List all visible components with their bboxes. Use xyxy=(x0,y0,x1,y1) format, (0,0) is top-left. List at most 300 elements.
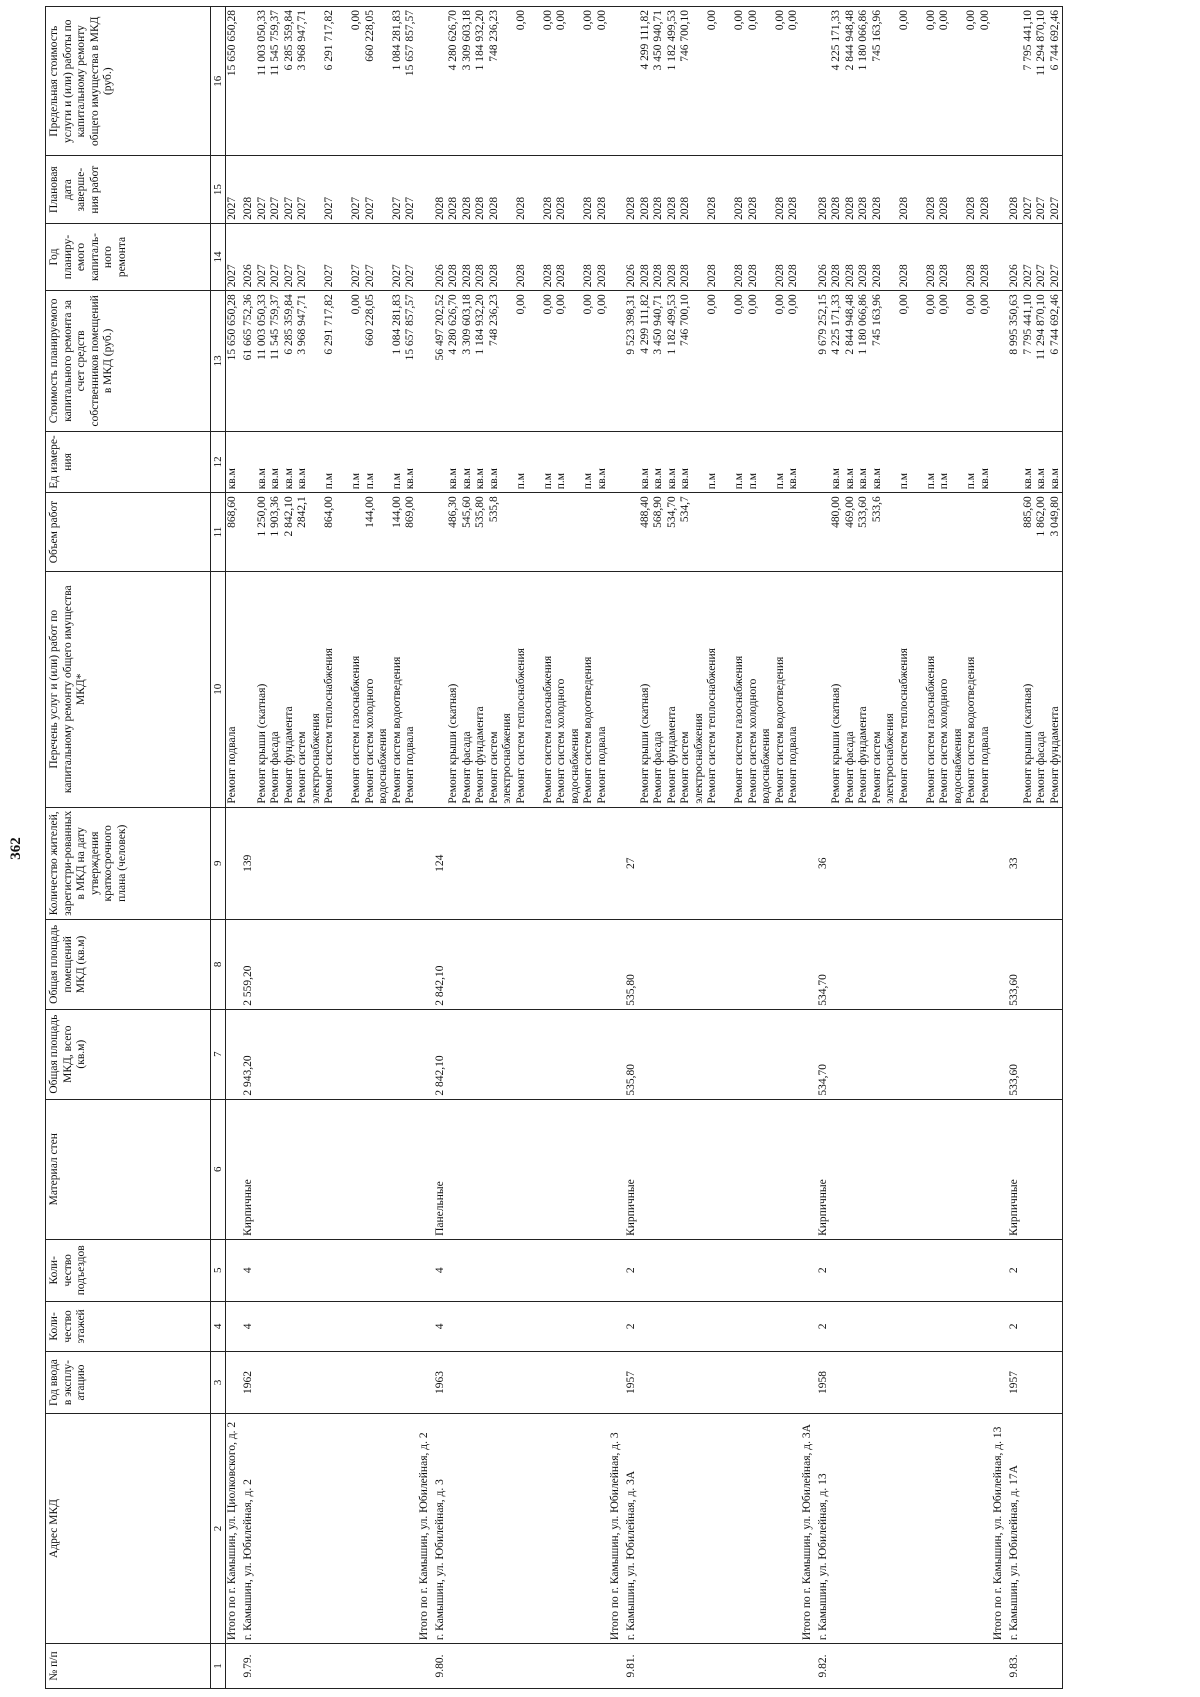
completion-date-cell-line: 2028 xyxy=(242,196,254,220)
unit-cell-line: п.м xyxy=(390,472,403,490)
rooms-area-cell xyxy=(609,919,625,1009)
volume-cell-line: 469,00 xyxy=(843,496,856,528)
volume-cell-line: 885,60 xyxy=(1021,496,1034,528)
completion-date-cell-line: 2028 xyxy=(773,196,786,220)
column-number-16: 16 xyxy=(211,7,226,156)
column-number-8: 8 xyxy=(211,919,226,1009)
completion-date-cell-line: 2028 xyxy=(555,196,567,220)
cost-cell-line: 0,00 xyxy=(978,294,991,315)
row-number: 9.79. xyxy=(242,1644,418,1689)
repair-year-cell-line: 2027 xyxy=(390,264,403,288)
completion-date-cell-line: 2027 xyxy=(269,196,281,220)
unit-cell-line: п.м xyxy=(363,472,376,490)
cost-cell-line: 61 665 752,36 xyxy=(242,294,254,361)
unit-cell-line: п.м xyxy=(555,472,567,490)
cost-cell-line: 0,00 xyxy=(350,294,362,315)
repair-plan-table xyxy=(45,6,1063,1689)
unit-cell-line: п.м xyxy=(897,472,910,490)
repair-year-cell-line: 2028 xyxy=(652,264,664,288)
works-cell xyxy=(801,571,817,807)
volume-cell-line xyxy=(528,496,542,568)
residents-cell xyxy=(418,807,434,919)
works-cell xyxy=(609,571,625,807)
limit-cost-cell-line: 0,00 xyxy=(541,10,554,31)
year-built-cell xyxy=(801,1352,817,1414)
completion-date-cell-line xyxy=(337,159,351,219)
limit-cost-cell-line: 4 280 626,70 xyxy=(447,10,459,71)
completion-date-cell-line xyxy=(528,159,542,219)
unit-cell-line: кв.м xyxy=(857,468,869,490)
unit-cell-line xyxy=(310,435,324,490)
row-number: 9.81. xyxy=(625,1644,801,1689)
volume-cell xyxy=(434,493,610,572)
completion-date-cell-line: 2028 xyxy=(625,196,637,220)
completion-date-cell xyxy=(242,156,418,223)
floors-cell xyxy=(226,1301,243,1352)
works-cell-line: Ремонт крыши (скатная) xyxy=(638,683,651,804)
completion-date-cell-line: 2028 xyxy=(447,196,459,220)
limit-cost-cell-line xyxy=(760,10,774,152)
residents-cell xyxy=(992,807,1008,919)
residents-cell xyxy=(801,807,817,919)
total-area-cell: 534,70 xyxy=(817,1009,993,1099)
total-area-cell xyxy=(418,1009,434,1099)
volume-cell-line xyxy=(898,496,912,568)
completion-date-cell-line xyxy=(884,159,898,219)
unit-cell-line xyxy=(242,435,256,490)
works-cell-line: Ремонт подвала xyxy=(978,726,991,804)
repair-year-cell-line: 2026 xyxy=(433,264,446,288)
cost-cell xyxy=(226,291,243,431)
column-header-15: Плановая дата заверше-ния работ xyxy=(46,156,211,223)
column-number-2: 2 xyxy=(211,1413,226,1643)
unit-cell-line: кв.м xyxy=(1035,468,1047,490)
completion-date-cell-line xyxy=(377,159,391,219)
cost-cell-line xyxy=(528,294,542,427)
repair-year-cell xyxy=(418,223,434,290)
works-cell xyxy=(226,571,243,807)
limit-cost-cell-line: 0,00 xyxy=(924,10,937,31)
repair-year-cell-line: 2028 xyxy=(514,264,527,288)
wall-material-cell: Кирпичные xyxy=(1008,1099,1063,1239)
limit-cost-cell-line: 6 285 359,84 xyxy=(282,10,295,71)
volume-cell xyxy=(226,493,243,572)
volume-cell-line: 3 049,80 xyxy=(1048,496,1061,537)
column-number-12: 12 xyxy=(211,431,226,493)
cost-cell-line: 1 184 932,20 xyxy=(474,294,486,355)
address-cell: г. Камышин, ул. Юбилейная, д. 17А xyxy=(1008,1413,1063,1643)
completion-date-cell-line xyxy=(720,159,734,219)
unit-cell-line: кв.м xyxy=(474,468,486,490)
unit-cell-line xyxy=(952,435,966,490)
cost-cell-line: 6 285 359,84 xyxy=(282,294,295,355)
repair-year-cell-line: 2027 xyxy=(363,264,376,288)
repair-year-cell xyxy=(226,223,243,290)
column-number-15: 15 xyxy=(211,156,226,223)
limit-cost-cell-line: 0,00 xyxy=(706,10,718,31)
completion-date-cell xyxy=(817,156,993,223)
cost-cell-line: 4 225 171,33 xyxy=(830,294,842,355)
column-header-1: № п/п xyxy=(46,1644,211,1689)
works-cell-line: Ремонт систем xyxy=(296,731,308,804)
total-row xyxy=(418,7,434,1689)
volume-cell-line xyxy=(720,496,734,568)
unit-cell-line: кв.м xyxy=(487,468,500,490)
cost-cell-line: 7 795 441,10 xyxy=(1021,294,1034,355)
wall-material-cell xyxy=(418,1099,434,1239)
works-cell-line: Ремонт систем теплоснабжения xyxy=(323,648,335,804)
column-header-7: Общая площадь МКД, всего (кв.м) xyxy=(46,1009,211,1099)
repair-year-cell-line: 2028 xyxy=(541,264,554,288)
works-cell-line: водоснабжения xyxy=(568,728,581,804)
completion-date-cell-line: 2028 xyxy=(679,196,691,220)
cost-cell-line xyxy=(693,294,707,427)
repair-year-cell-line xyxy=(310,227,324,287)
floors-cell: 2 xyxy=(817,1301,993,1352)
limit-cost-cell-line: 0,00 xyxy=(773,10,786,31)
unit-cell-line: кв.м xyxy=(978,468,991,490)
limit-cost-cell-line: 11 545 759,37 xyxy=(269,10,281,76)
cost-cell xyxy=(992,291,1008,431)
repair-year-cell-line: 2028 xyxy=(787,264,799,288)
column-header-5: Коли-чество подъездов xyxy=(46,1239,211,1301)
limit-cost-cell-line xyxy=(720,10,734,152)
works-cell-line: Ремонт систем холодного xyxy=(746,678,759,804)
limit-cost-cell-line: 748 236,23 xyxy=(487,10,500,62)
unit-cell-line: кв.м xyxy=(447,468,459,490)
volume-cell-line xyxy=(434,496,448,568)
unit-cell-line: п.м xyxy=(965,472,977,490)
repair-year-cell xyxy=(817,223,993,290)
wall-material-cell: Кирпичные xyxy=(242,1099,418,1239)
cost-cell-line: 2 844 948,48 xyxy=(843,294,856,355)
address-cell: г. Камышин, ул. Юбилейная, д. 13 xyxy=(817,1413,993,1643)
completion-date-cell xyxy=(801,156,817,223)
completion-date-cell xyxy=(609,156,625,223)
completion-date-cell-line: 2027 xyxy=(363,196,376,220)
limit-cost-cell-line xyxy=(625,10,639,152)
works-cell-line: водоснабжения xyxy=(951,728,964,804)
works-cell-line: Ремонт систем холодного xyxy=(555,678,567,804)
unit-cell-line: кв.м xyxy=(665,468,678,490)
unit-cell-line: кв.м xyxy=(843,468,856,490)
completion-date-cell xyxy=(434,156,610,223)
column-header-14: Год планиру-емого капиталь-ного ремонта xyxy=(46,223,211,290)
repair-year-cell-line: 2027 xyxy=(1035,264,1047,288)
header-row xyxy=(46,7,211,1689)
repair-year-cell-line: 2028 xyxy=(843,264,856,288)
completion-date-cell-line: 2027 xyxy=(323,196,335,220)
limit-cost-cell-line: 660 228,05 xyxy=(363,10,376,62)
address-cell: Итого по г. Камышин, ул. Юбилейная, д. 3А xyxy=(801,1413,817,1643)
table-row xyxy=(242,7,418,1689)
floors-cell xyxy=(418,1301,434,1352)
limit-cost-cell-line xyxy=(884,10,898,152)
total-row xyxy=(992,7,1008,1689)
residents-cell xyxy=(226,807,243,919)
volume-cell-line xyxy=(760,496,774,568)
limit-cost-cell-line: 3 309 603,18 xyxy=(460,10,473,71)
limit-cost-cell-line xyxy=(817,10,831,152)
cost-cell-line: 11 545 759,37 xyxy=(269,294,281,360)
cost-cell-line xyxy=(377,294,391,427)
unit-cell-line: кв.м xyxy=(296,468,308,490)
limit-cost-cell-line: 746 700,10 xyxy=(679,10,691,62)
total-area-cell: 2 842,10 xyxy=(434,1009,610,1099)
repair-year-cell-line: 2028 xyxy=(830,264,842,288)
limit-cost-cell-line: 1 180 066,86 xyxy=(857,10,869,71)
row-number xyxy=(226,1644,243,1689)
completion-date-cell-line: 2027 xyxy=(296,196,308,220)
rooms-area-cell xyxy=(226,919,243,1009)
cost-cell xyxy=(817,291,993,431)
works-cell-line: Ремонт крыши (скатная) xyxy=(1021,683,1034,804)
cost-cell xyxy=(418,291,434,431)
column-number-row xyxy=(211,7,226,1689)
unit-cell-line xyxy=(693,435,707,490)
unit-cell xyxy=(817,431,993,493)
limit-cost-cell-line: 1 084 281,83 xyxy=(390,10,403,71)
completion-date-cell-line: 2028 xyxy=(595,196,608,220)
floors-cell: 2 xyxy=(1008,1301,1063,1352)
works-cell-line xyxy=(242,575,256,804)
completion-date-cell xyxy=(1008,156,1063,223)
unit-cell xyxy=(242,431,418,493)
table-row xyxy=(434,7,610,1689)
unit-cell-line: п.м xyxy=(746,472,759,490)
residents-cell: 124 xyxy=(434,807,610,919)
volume-cell-line xyxy=(625,496,639,568)
completion-date-cell-line: 2028 xyxy=(843,196,856,220)
total-area-cell: 2 943,20 xyxy=(242,1009,418,1099)
works-cell-line: электроснабжения xyxy=(692,713,705,804)
unit-cell-line xyxy=(377,435,391,490)
volume-cell-line: 533,6 xyxy=(870,496,883,523)
volume-cell-line: 545,60 xyxy=(460,496,473,528)
repair-year-cell-line: 2028 xyxy=(582,264,594,288)
works-cell-line: Ремонт фундамента xyxy=(1048,706,1061,804)
completion-date-cell-line: 2028 xyxy=(638,196,651,220)
completion-date-cell-line xyxy=(693,159,707,219)
repair-year-cell-line: 2028 xyxy=(474,264,486,288)
volume-cell xyxy=(992,493,1008,572)
unit-cell-line: п.м xyxy=(733,472,745,490)
column-number-11: 11 xyxy=(211,493,226,572)
unit-cell xyxy=(625,431,801,493)
works-cell-line: Ремонт крыши (скатная) xyxy=(830,683,842,804)
works-cell-line xyxy=(434,575,448,804)
cost-cell-line: 15 657 857,57 xyxy=(404,294,416,361)
entrances-cell: 2 xyxy=(1008,1239,1063,1301)
volume-cell-line xyxy=(350,496,364,568)
cost-cell-line: 9 679 252,15 xyxy=(816,294,829,355)
volume-cell-line: 864,00 xyxy=(323,496,335,528)
limit-cost-cell-line: 11 003 050,33 xyxy=(255,10,268,76)
volume-cell-line xyxy=(774,496,788,568)
unit-cell-line: кв.м xyxy=(652,468,664,490)
works-cell-line: Ремонт систем холодного xyxy=(363,678,376,804)
limit-cost-cell-line: 11 294 870,10 xyxy=(1035,10,1047,76)
volume-cell-line xyxy=(582,496,596,568)
rooms-area-cell xyxy=(418,919,434,1009)
repair-year-cell-line: 2027 xyxy=(1021,264,1034,288)
repair-year-cell-line: 2026 xyxy=(1008,264,1020,288)
limit-cost-cell-line xyxy=(337,10,351,152)
unit-cell-line: п.м xyxy=(541,472,554,490)
limit-cost-cell-line: 4 225 171,33 xyxy=(830,10,842,71)
cost-cell-line xyxy=(337,294,351,427)
volume-cell-line: 2 842,10 xyxy=(282,496,295,537)
works-cell-line: Ремонт систем xyxy=(870,731,883,804)
entrances-cell xyxy=(226,1239,243,1301)
unit-cell-line: кв.м xyxy=(870,468,883,490)
address-cell: Итого по г. Камышин, ул. Циолковского, д. 2 xyxy=(226,1413,243,1643)
cost-cell-line: 8 995 350,63 xyxy=(1008,294,1020,355)
column-number-9: 9 xyxy=(211,807,226,919)
works-cell-line: Ремонт систем теплоснабжения xyxy=(897,648,910,804)
completion-date-cell-line: 2028 xyxy=(733,196,745,220)
completion-date-cell-line: 2028 xyxy=(1008,196,1020,220)
year-built-cell: 1957 xyxy=(1008,1352,1063,1414)
volume-cell-line: 486,30 xyxy=(447,496,459,528)
completion-date-cell-line xyxy=(310,159,324,219)
volume-cell xyxy=(609,493,625,572)
unit-cell-line xyxy=(884,435,898,490)
unit-cell-line: кв.м xyxy=(638,468,651,490)
completion-date-cell-line: 2028 xyxy=(460,196,473,220)
cost-cell-line: 745 163,96 xyxy=(870,294,883,346)
volume-cell-line xyxy=(787,496,801,568)
repair-year-cell-line xyxy=(337,227,351,287)
works-cell-line: Ремонт систем теплоснабжения xyxy=(706,648,718,804)
unit-cell-line: п.м xyxy=(924,472,937,490)
table-row xyxy=(625,7,801,1689)
completion-date-cell-line xyxy=(911,159,925,219)
repair-year-cell-line: 2028 xyxy=(487,264,500,288)
repair-year-cell-line: 2028 xyxy=(965,264,977,288)
limit-cost-cell xyxy=(817,7,993,156)
completion-date-cell-line: 2027 xyxy=(404,196,416,220)
repair-year-cell-line: 2027 xyxy=(1048,264,1061,288)
unit-cell-line: кв.м xyxy=(1048,468,1061,490)
repair-year-cell-line xyxy=(569,227,583,287)
column-number-7: 7 xyxy=(211,1009,226,1099)
entrances-cell: 4 xyxy=(242,1239,418,1301)
limit-cost-cell-line: 15 657 857,57 xyxy=(404,10,416,77)
floors-cell xyxy=(609,1301,625,1352)
volume-cell-line xyxy=(569,496,583,568)
cost-cell-line: 3 450 940,71 xyxy=(652,294,664,355)
limit-cost-cell-line: 0,00 xyxy=(582,10,594,31)
limit-cost-cell-line: 0,00 xyxy=(746,10,759,31)
repair-year-cell xyxy=(242,223,418,290)
unit-cell-line: п.м xyxy=(514,472,527,490)
volume-cell-line xyxy=(337,496,351,568)
page-number: 362 xyxy=(8,837,24,860)
unit-cell-line: п.м xyxy=(706,472,718,490)
cost-cell xyxy=(801,291,817,431)
works-cell-line: Ремонт фасада xyxy=(843,731,856,804)
unit-cell-line xyxy=(501,435,515,490)
repair-year-cell xyxy=(801,223,817,290)
cost-cell-line: 3 968 947,71 xyxy=(296,294,308,355)
works-cell-line: Ремонт систем газоснабжения xyxy=(350,655,362,804)
works-cell xyxy=(1008,571,1063,807)
total-area-cell: 533,60 xyxy=(1008,1009,1063,1099)
column-number-10: 10 xyxy=(211,571,226,807)
unit-cell xyxy=(801,431,817,493)
works-cell-line: Ремонт систем водоотведения xyxy=(582,656,594,804)
unit-cell xyxy=(226,431,243,493)
wall-material-cell xyxy=(801,1099,817,1239)
row-number xyxy=(418,1644,434,1689)
volume-cell xyxy=(817,493,993,572)
unit-cell-line: п.м xyxy=(938,472,950,490)
cost-cell-line: 56 497 202,52 xyxy=(433,294,446,361)
entrances-cell xyxy=(609,1239,625,1301)
completion-date-cell-line: 2028 xyxy=(652,196,664,220)
entrances-cell xyxy=(992,1239,1008,1301)
cost-cell xyxy=(1008,291,1063,431)
volume-cell-line xyxy=(555,496,569,568)
cost-cell-line xyxy=(501,294,515,427)
cost-cell-line xyxy=(720,294,734,427)
completion-date-cell xyxy=(625,156,801,223)
residents-cell: 36 xyxy=(817,807,993,919)
column-header-3: Год ввода в эксплу-атацию xyxy=(46,1352,211,1414)
repair-year-cell xyxy=(625,223,801,290)
cost-cell-line: 0,00 xyxy=(787,294,799,315)
completion-date-cell-line: 2027 xyxy=(1021,196,1034,220)
column-header-13: Стоимость планируемого капитального ремонта за счет средств собственников помещений в МКД (руб.) xyxy=(46,291,211,431)
completion-date-cell-line: 2028 xyxy=(787,196,799,220)
rooms-area-cell xyxy=(992,919,1008,1009)
total-area-cell: 535,80 xyxy=(625,1009,801,1099)
repair-year-cell-line: 2028 xyxy=(447,264,459,288)
works-cell xyxy=(418,571,434,807)
repair-year-cell-line: 2028 xyxy=(857,264,869,288)
year-built-cell: 1957 xyxy=(625,1352,801,1414)
volume-cell-line: 535,8 xyxy=(487,496,500,523)
cost-cell-line xyxy=(884,294,898,427)
repair-year-cell xyxy=(609,223,625,290)
column-number-4: 4 xyxy=(211,1301,226,1352)
year-built-cell xyxy=(226,1352,243,1414)
unit-cell-line: кв.м xyxy=(787,468,799,490)
volume-cell-line: 568,90 xyxy=(652,496,664,528)
completion-date-cell-line: 2028 xyxy=(474,196,486,220)
volume-cell-line xyxy=(884,496,898,568)
address-cell: Итого по г. Камышин, ул. Юбилейная, д. 2 xyxy=(418,1413,434,1643)
floors-cell: 4 xyxy=(434,1301,610,1352)
wall-material-cell xyxy=(609,1099,625,1239)
limit-cost-cell-line: 0,00 xyxy=(897,10,910,31)
row-number xyxy=(609,1644,625,1689)
column-number-6: 6 xyxy=(211,1099,226,1239)
limit-cost-cell-line: 7 795 441,10 xyxy=(1021,10,1034,71)
column-header-6: Материал стен xyxy=(46,1099,211,1239)
wall-material-cell xyxy=(992,1099,1008,1239)
cost-cell-line: 748 236,23 xyxy=(487,294,500,346)
volume-cell-line xyxy=(952,496,966,568)
cost-cell-line: 11 294 870,10 xyxy=(1035,294,1047,360)
entrances-cell xyxy=(418,1239,434,1301)
address-cell: г. Камышин, ул. Юбилейная, д. 3А xyxy=(625,1413,801,1643)
works-cell-line: водоснабжения xyxy=(760,728,772,804)
floors-cell: 2 xyxy=(625,1301,801,1352)
unit-cell-line xyxy=(337,435,351,490)
cost-cell-line: 15 650 650,28 xyxy=(226,294,238,361)
